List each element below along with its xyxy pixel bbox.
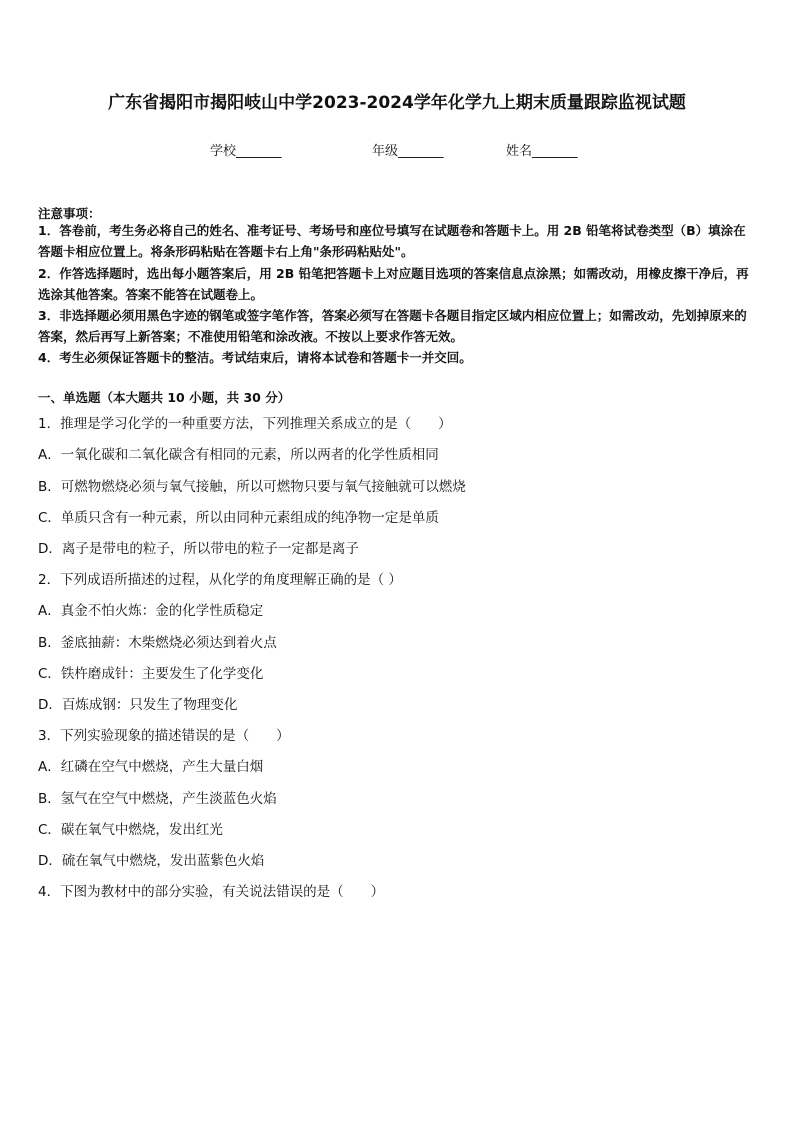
note-item: 1．答卷前，考生务必将自己的姓名、准考证号、考场号和座位号填写在试题卷和答题卡上。用 2B 铅笔将试卷类型（B）填涂在答题卡相应位置上。将条形码粘贴在答题卡右上角"条形码粘贴处"。 [38,223,746,259]
question-option: B．可燃物燃烧必须与氧气接触，所以可燃物只要与氧气接触就可以燃烧 [38,479,466,495]
question-option: B．釜底抽薪：木柴燃烧必须达到着火点 [38,635,277,651]
question-option: D．百炼成钢：只发生了物理变化 [38,697,238,713]
question-stem: 2．下列成语所描述的过程，从化学的角度理解正确的是（ ） [38,572,402,588]
name-field: 姓名_______ [506,144,578,159]
note-item: 4．考生必须保证答题卡的整洁。考试结束后，请将本试卷和答题卡一并交回。 [38,350,472,365]
question-option: A．一氧化碳和二氧化碳含有相同的元素，所以两者的化学性质相同 [38,447,439,463]
page-title: 广东省揭阳市揭阳岐山中学2023-2024学年化学九上期末质量跟踪监视试题 [108,93,686,113]
question-option: D．离子是带电的粒子，所以带电的粒子一定都是离子 [38,541,359,557]
question-option: D．硫在氧气中燃烧，发出蓝紫色火焰 [38,853,265,869]
question-option: C．单质只含有一种元素，所以由同种元素组成的纯净物一定是单质 [38,510,439,526]
note-item: 2．作答选择题时，选出每小题答案后，用 2B 铅笔把答题卡上对应题目选项的答案信息点涂黑；如需改动，用橡皮擦干净后，再选涂其他答案。答案不能答在试题卷上。 [38,266,749,302]
question-option: C．碳在氧气中燃烧，发出红光 [38,822,223,838]
section-title: 一、单选题（本大题共 10 小题，共 30 分） [38,390,291,405]
notes-heading: 注意事项： [38,206,101,221]
question-stem: 3．下列实验现象的描述错误的是（ ） [38,728,290,744]
question-option: A．红磷在空气中燃烧，产生大量白烟 [38,759,264,775]
question-option: A．真金不怕火炼：金的化学性质稳定 [38,603,264,619]
question-stem: 1．推理是学习化学的一种重要方法，下列推理关系成立的是（ ） [38,416,452,432]
note-item: 3．非选择题必须用黑色字迹的钢笔或签字笔作答，答案必须写在答题卡各题目指定区域内相应位置上；如需改动，先划掉原来的答案，然后再写上新答案；不准使用铅笔和涂改液。不按以上要求作答无效。 [38,308,747,344]
question-stem: 4．下图为教材中的部分实验，有关说法错误的是（ ） [38,884,385,900]
grade-field: 年级_______ [372,144,444,159]
question-option: C．铁杵磨成针：主要发生了化学变化 [38,666,264,682]
question-option: B．氢气在空气中燃烧，产生淡蓝色火焰 [38,791,277,807]
school-field: 学校_______ [210,144,282,159]
